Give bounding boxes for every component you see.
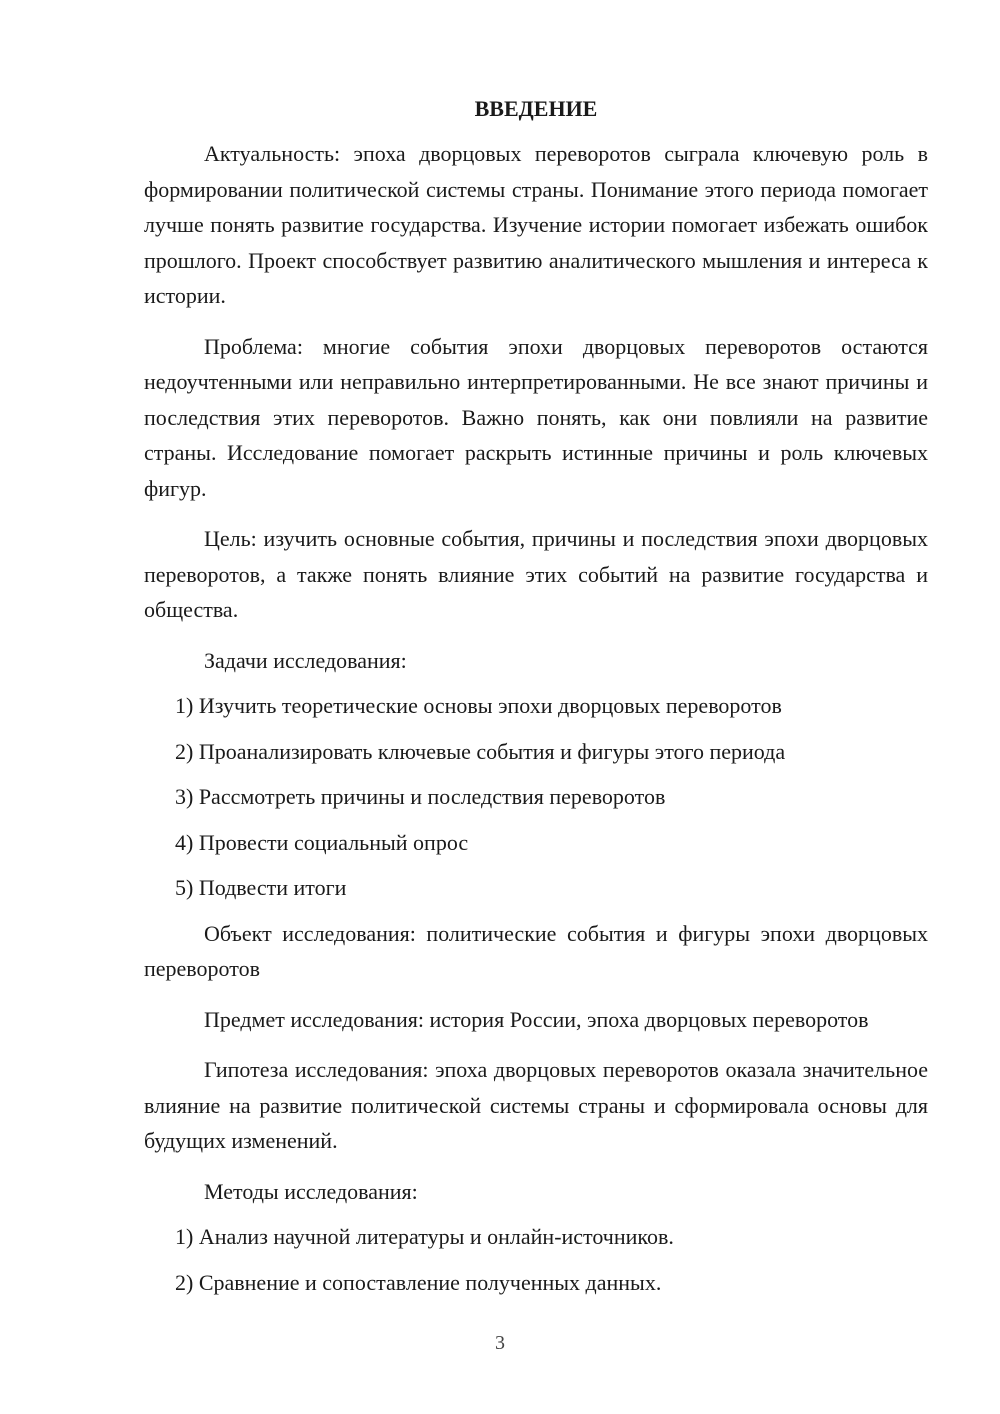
subject-paragraph: Предмет исследования: история России, эпоха дворцовых переворотов (204, 1006, 869, 1032)
object-paragraph: Объект исследования: политические события и фигуры эпохи дворцовых переворотов (144, 920, 928, 981)
document-page (144, 94, 928, 1310)
problem-paragraph: Проблема: многие события эпохи дворцовых переворотов остаются недоучтенными или неправильно интерпретированными. Не все знают причины и последствия этих переворотов. Важно понять, как они повлияли на развитие страны. Исследование помогает раскрыть истинные причины и роль ключевых фигур. (144, 333, 928, 501)
task-item: 1) Изучить теоретические основы эпохи дворцовых переворотов (175, 693, 782, 718)
task-item: 2) Проанализировать ключевые события и фигуры этого периода (175, 738, 786, 764)
tasks-heading: Задачи исследования: (204, 647, 407, 673)
goal-paragraph: Цель: изучить основные события, причины и последствия эпохи дворцовых переворотов, а также понять влияние этих событий на развитие государства и общества. (144, 526, 928, 622)
method-item: 1) Анализ научной литературы и онлайн-источников. (175, 1224, 674, 1249)
task-item: 3) Рассмотреть причины и последствия переворотов (175, 784, 666, 809)
relevance-paragraph: Актуальность: эпоха дворцовых переворотов сыграла ключевую роль в формировании политической системы страны. Понимание этого периода помогает лучше понять развитие государства. Изучение истории помогает избежать ошибок прошлого. Проект способствует развитию аналитического мышления и интереса к истории. (144, 141, 928, 308)
task-item: 4) Провести социальный опрос (175, 829, 469, 855)
section-title: ВВЕДЕНИЕ (474, 96, 598, 121)
task-item: 5) Подвести итоги (175, 875, 347, 900)
methods-heading: Методы исследования: (204, 1178, 418, 1204)
hypothesis-paragraph: Гипотеза исследования: эпоха дворцовых переворотов оказала значительное влияние на развитие политической системы страны и сформировала основы для будущих изменений. (144, 1057, 928, 1153)
method-item: 2) Сравнение и сопоставление полученных данных. (175, 1269, 662, 1295)
page-number: 3 (495, 1332, 505, 1354)
